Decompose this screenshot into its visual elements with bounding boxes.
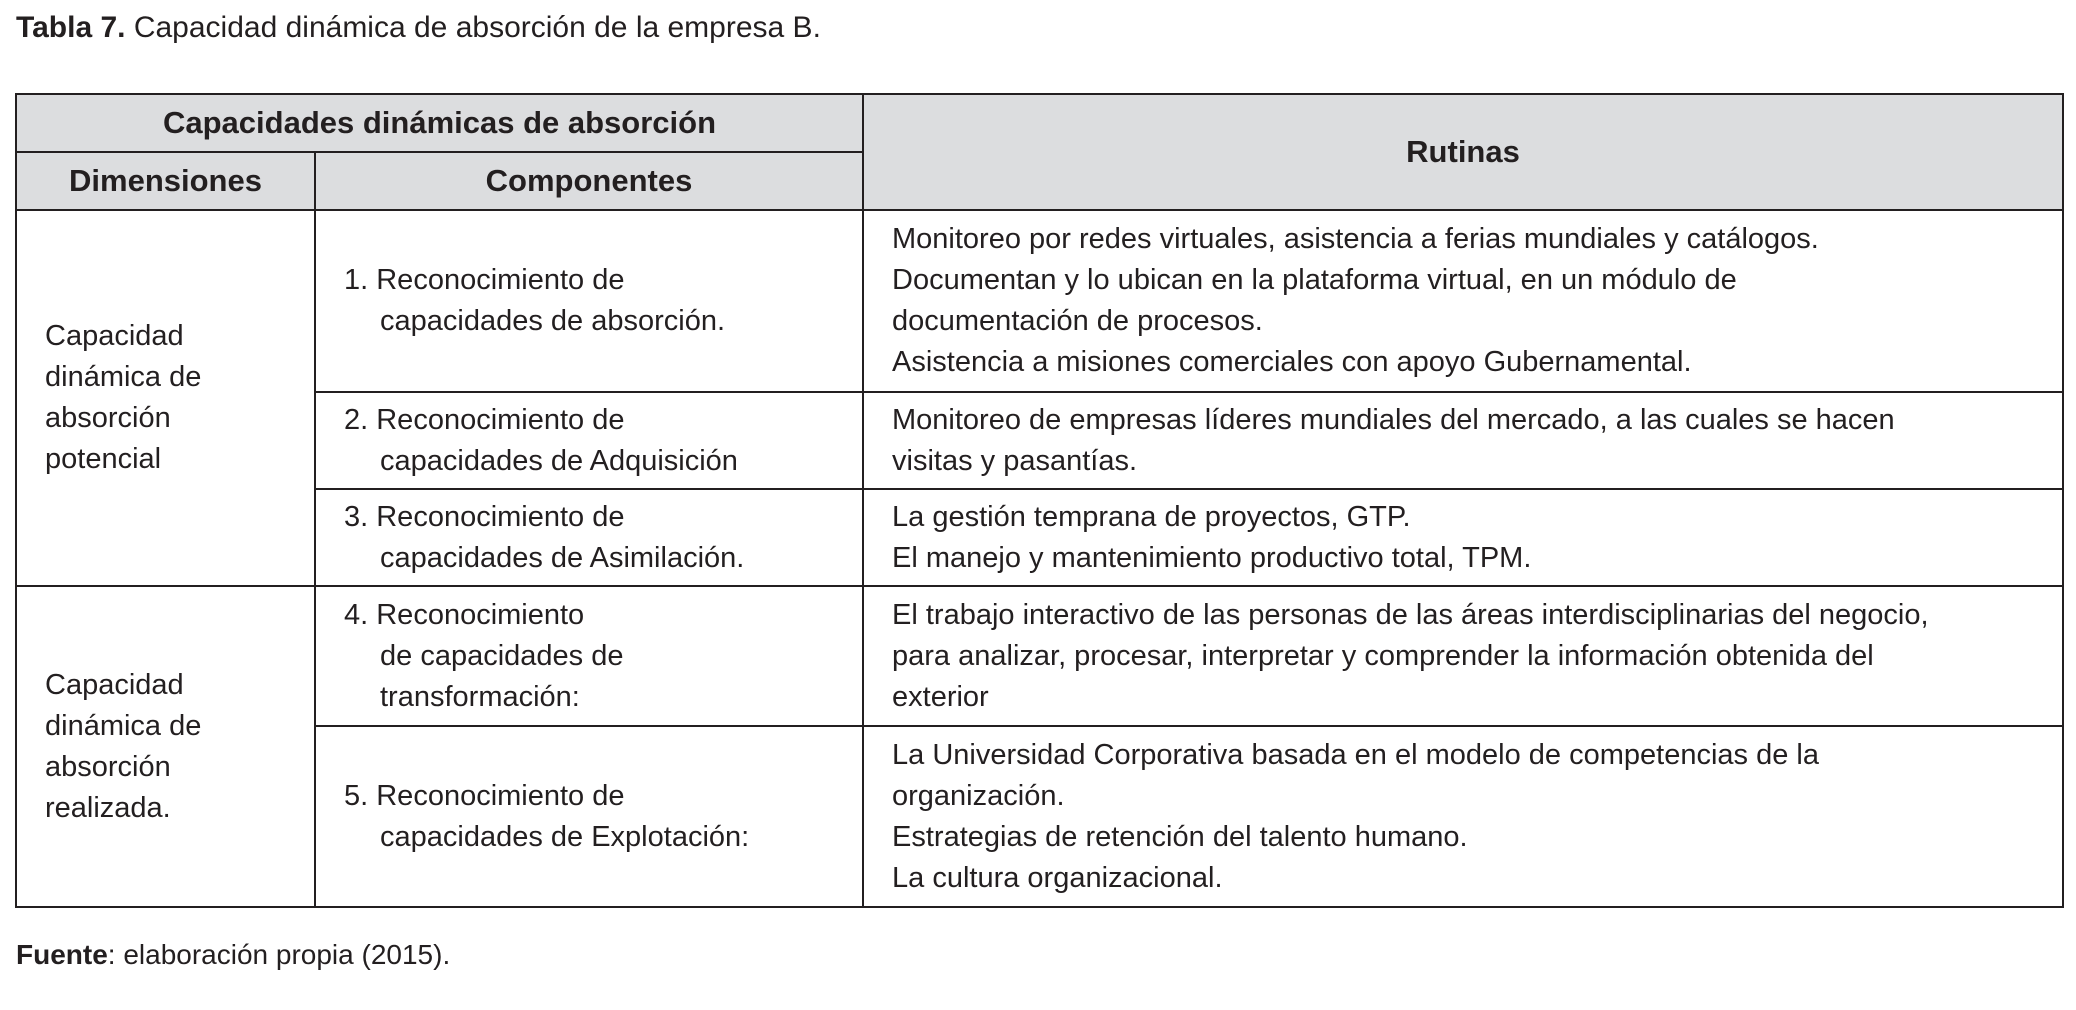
component-text: capacidades de Asimilación. xyxy=(380,541,745,574)
routine-text: para analizar, procesar, interpretar y comprender la información obtenida del xyxy=(892,639,1874,672)
component-cell xyxy=(315,489,863,586)
component-cell xyxy=(315,726,863,907)
column-header-componentes: Componentes xyxy=(315,152,863,210)
routine-text: La Universidad Corporativa basada en el modelo de competencias de la xyxy=(892,738,1819,771)
table-row xyxy=(16,726,2063,907)
absorption-capacity-table xyxy=(15,93,2064,908)
routine-text: visitas y pasantías. xyxy=(892,444,1138,477)
group-header: Capacidades dinámicas de absorción xyxy=(16,94,863,152)
routine-text: La gestión temprana de proyectos, GTP. xyxy=(892,500,1411,533)
component-text: capacidades de Explotación: xyxy=(380,820,750,853)
column-header-rutinas: Rutinas xyxy=(863,94,2063,210)
table-row xyxy=(16,392,2063,489)
dimension-text: potencial xyxy=(45,443,162,475)
table-row xyxy=(16,489,2063,586)
dimension-text: dinámica de xyxy=(45,709,202,742)
dimension-text: absorción xyxy=(45,402,171,434)
component-cell xyxy=(315,586,863,726)
component-text: 2. Reconocimiento de xyxy=(344,403,625,436)
dimension-text: Capacidad xyxy=(45,668,184,701)
table-caption xyxy=(16,8,821,48)
table-row xyxy=(16,210,2063,392)
routines-cell xyxy=(863,489,2063,586)
routine-text: Estrategias de retención del talento humano. xyxy=(892,820,1468,853)
dimension-cell-realizada xyxy=(16,586,315,907)
component-text: capacidades de absorción. xyxy=(380,305,726,337)
routine-text: El trabajo interactivo de las personas de las áreas interdisciplinarias del negocio, xyxy=(892,598,1929,631)
routine-text: Monitoreo de empresas líderes mundiales del mercado, a las cuales se hacen xyxy=(892,403,1895,436)
routine-text: El manejo y mantenimiento productivo total, TPM. xyxy=(892,541,1532,574)
component-text: capacidades de Adquisición xyxy=(380,444,738,477)
routines-cell xyxy=(863,392,2063,489)
table-row xyxy=(16,586,2063,726)
routines-cell xyxy=(863,726,2063,907)
component-cell xyxy=(315,210,863,392)
component-text: 4. Reconocimiento xyxy=(344,598,585,631)
routines-cell xyxy=(863,210,2063,392)
component-text: transformación: xyxy=(380,680,580,713)
dimension-text: absorción xyxy=(45,750,171,783)
component-text: 5. Reconocimiento de xyxy=(344,779,625,812)
routine-text: La cultura organizacional. xyxy=(892,861,1223,894)
component-text: 1. Reconocimiento de xyxy=(344,264,625,296)
source-note xyxy=(16,935,450,975)
component-text: de capacidades de xyxy=(380,639,624,672)
component-text: 3. Reconocimiento de xyxy=(344,500,625,533)
caption-text: Capacidad dinámica de absorción de la empresa B. xyxy=(133,11,821,44)
source-text: : elaboración propia (2015). xyxy=(107,939,451,970)
dimension-text: Capacidad xyxy=(45,320,184,352)
routine-text: documentación de procesos. xyxy=(892,305,1263,337)
source-label: Fuente xyxy=(16,939,108,970)
routine-text: Documentan y lo ubican en la plataforma virtual, en un módulo de xyxy=(892,264,1737,296)
routines-cell xyxy=(863,586,2063,726)
dimension-text: realizada. xyxy=(45,791,171,824)
routine-text: exterior xyxy=(892,680,989,713)
component-cell xyxy=(315,392,863,489)
routine-text: Asistencia a misiones comerciales con apoyo Gubernamental. xyxy=(892,346,1692,378)
dimension-text: dinámica de xyxy=(45,361,202,393)
dimension-cell-potencial xyxy=(16,210,315,586)
column-header-dimensiones: Dimensiones xyxy=(16,152,315,210)
routine-text: organización. xyxy=(892,779,1065,812)
routine-text: Monitoreo por redes virtuales, asistencia a ferias mundiales y catálogos. xyxy=(892,223,1819,255)
caption-label: Tabla 7. xyxy=(16,11,126,44)
